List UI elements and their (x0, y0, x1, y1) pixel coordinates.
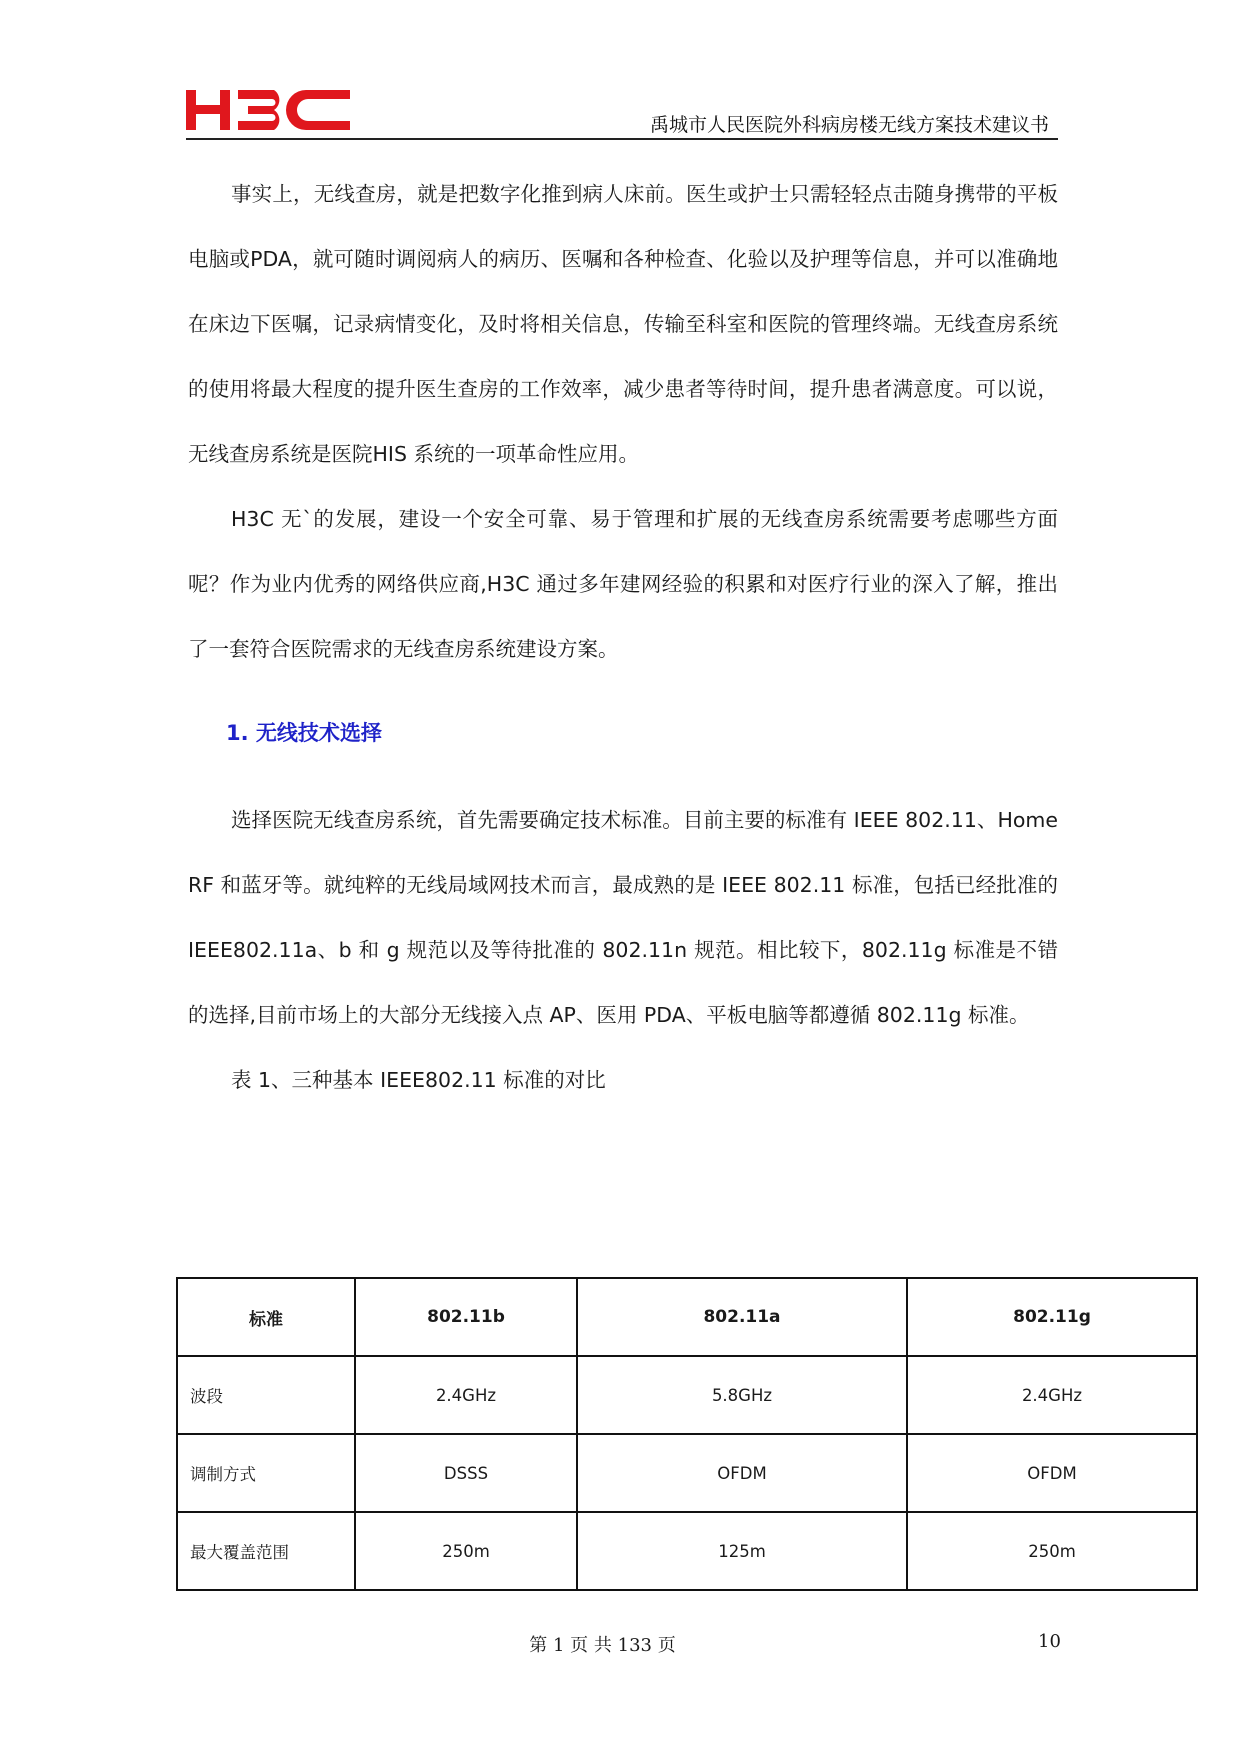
table-row (177, 1512, 1197, 1590)
table-header-cell: 802.11b (355, 1278, 577, 1356)
body-paragraph-2: H3C 无`的发展，建设一个安全可靠、易于管理和扩展的无线查房系统需要考虑哪些方面呢？作为业内优秀的网络供应商,H3C 通过多年建网经验的积累和对医疗行业的深入了解，推出了一套符合医院需求的无线查房系统建设方案。 (188, 507, 1058, 661)
body-paragraph-1: 事实上，无线查房，就是把数字化推到病人床前。医生或护士只需轻轻点击随身携带的平板电脑或PDA，就可随时调阅病人的病历、医嘱和各种检查、化验以及护理等信息，并可以准确地在床边下医嘱，记录病情变化，及时将相关信息，传输至科室和医院的管理终端。无线查房系统的使用将最大程度的提升医生查房的工作效率，减少患者等待时间，提升患者满意度。可以说，无线查房系统是医院HIS 系统的一项革命性应用。 (188, 182, 1058, 466)
header-divider (186, 138, 1058, 140)
table-cell: 2.4GHz (907, 1356, 1197, 1434)
table-row (177, 1356, 1197, 1434)
section-heading: 1. 无线技术选择 (226, 721, 382, 745)
comparison-table (176, 1277, 1198, 1591)
table-header-row (177, 1278, 1197, 1356)
table-cell: 2.4GHz (355, 1356, 577, 1434)
table-header-cell: 802.11a (577, 1278, 907, 1356)
page-number: 10 (1038, 1631, 1061, 1652)
spacer (188, 764, 1058, 788)
table-row-label: 最大覆盖范围 (177, 1512, 355, 1590)
h3c-logo (186, 88, 350, 132)
table-cell: 125m (577, 1512, 907, 1590)
table-cell: 250m (907, 1512, 1197, 1590)
table-caption: 表 1、三种基本 IEEE802.11 标准的对比 (231, 1068, 606, 1092)
table-cell: 250m (355, 1512, 577, 1590)
table-row-label: 调制方式 (177, 1434, 355, 1512)
document-header-title: 禹城市人民医院外科病房楼无线方案技术建议书 (649, 114, 1049, 136)
page-indicator: 第 1 页 共 133 页 (529, 1635, 676, 1656)
table-row (177, 1434, 1197, 1512)
body-paragraph-3: 选择医院无线查房系统，首先需要确定技术标准。目前主要的标准有 IEEE 802.11、HomeRF 和蓝牙等。就纯粹的无线局域网技术而言，最成熟的是 IEEE 802.11 标准，包括已经批准的 IEEE802.11a、b 和 g 规范以及等待批准的 802.11n 规范。相比较下，802.11g 标准是不错的选择,目前市场上的大部分无线接入点 AP、医用 PDA、平板电脑等都遵循 802.11g 标准。 (188, 808, 1065, 1027)
table-header-cell: 802.11g (907, 1278, 1197, 1356)
table-cell: DSSS (355, 1434, 577, 1512)
table-cell: 5.8GHz (577, 1356, 907, 1434)
table-cell: OFDM (907, 1434, 1197, 1512)
table-row-label: 波段 (177, 1356, 355, 1434)
table-header-cell: 标准 (177, 1278, 355, 1356)
table-cell: OFDM (577, 1434, 907, 1512)
document-body (188, 162, 1065, 1113)
